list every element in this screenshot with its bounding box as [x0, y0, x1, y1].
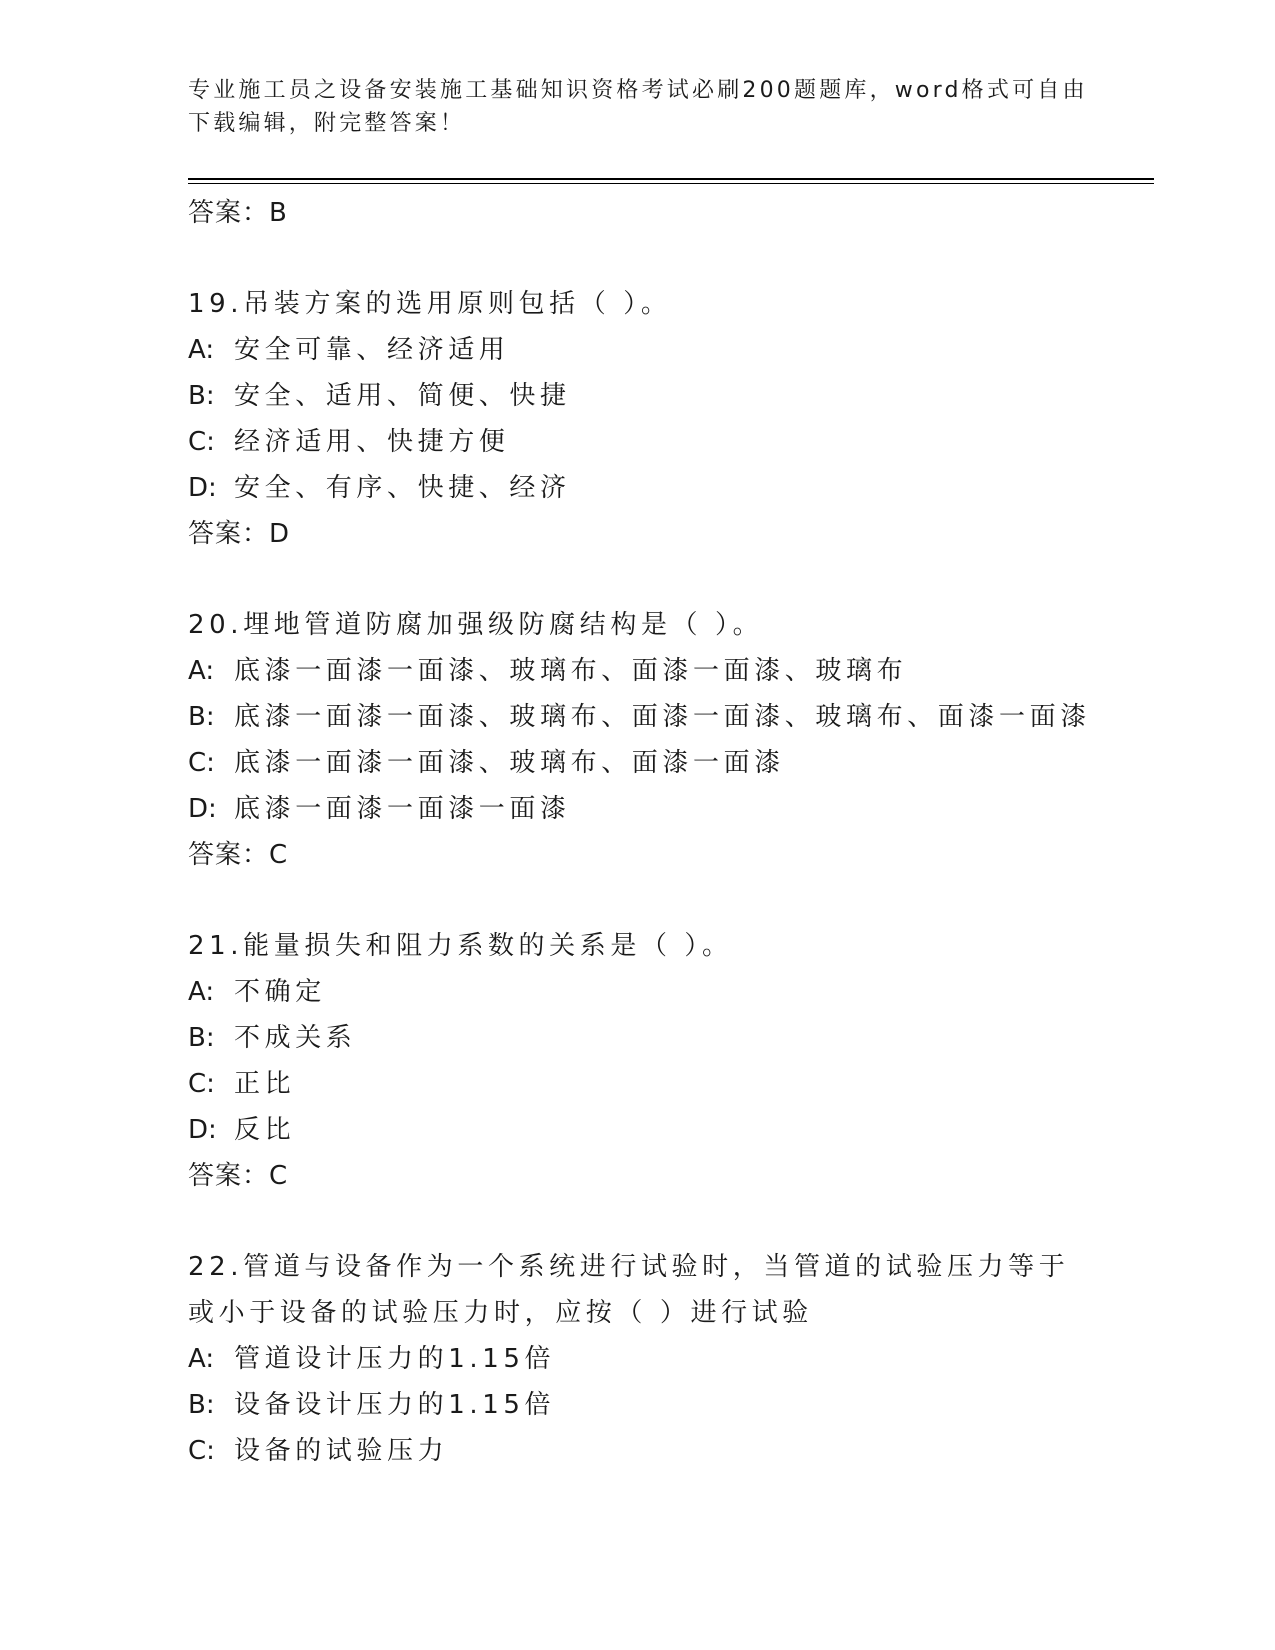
- option-c: [188, 1428, 1088, 1474]
- question-block: [188, 602, 1091, 878]
- option-text: 不确定: [234, 977, 326, 1007]
- question-block: [188, 923, 1088, 1199]
- option-d: [188, 1107, 1088, 1153]
- option-text: 底漆一面漆一面漆、玻璃布、面漆一面漆、玻璃布、面漆一面漆: [234, 702, 1091, 732]
- option-letter: C:: [188, 427, 215, 457]
- option-letter: A:: [188, 335, 215, 365]
- question-block: [188, 1244, 1088, 1474]
- option-text: 管道设计压力的1.15倍: [234, 1344, 556, 1374]
- option-a: [188, 1336, 1088, 1382]
- option-letter: A:: [188, 1344, 215, 1374]
- question-text: [188, 923, 1088, 969]
- option-text: 反比: [234, 1115, 296, 1145]
- option-c: [188, 419, 1088, 465]
- option-letter: A:: [188, 977, 215, 1007]
- question-block: [188, 281, 1088, 557]
- option-d: [188, 465, 1088, 511]
- question-stem: 管道与设备作为一个系统进行试验时，当管道的试验压力等于或小于设备的试验压力时，应按（ ）进行试验: [188, 1252, 1070, 1328]
- question-number: 22.: [188, 1252, 244, 1282]
- question-text: [188, 1244, 1088, 1336]
- option-letter: D:: [188, 473, 217, 503]
- answer-line: 答案：C: [188, 840, 289, 870]
- option-letter: D:: [188, 794, 217, 824]
- option-letter: B:: [188, 702, 215, 732]
- option-d: [188, 786, 1088, 832]
- option-text: 不成关系: [234, 1023, 357, 1053]
- option-text: 经济适用、快捷方便: [234, 427, 510, 457]
- option-letter: A:: [188, 656, 215, 686]
- answer-line: 答案：B: [188, 198, 288, 228]
- option-text: 底漆一面漆一面漆一面漆: [234, 794, 571, 824]
- option-letter: D:: [188, 1115, 217, 1145]
- option-text: 安全、适用、简便、快捷: [234, 381, 571, 411]
- question-text: [188, 281, 1088, 327]
- option-letter: C:: [188, 748, 215, 778]
- option-text: 底漆一面漆一面漆、玻璃布、面漆一面漆: [234, 748, 785, 778]
- question-number: 20.: [188, 610, 244, 640]
- option-letter: C:: [188, 1436, 215, 1466]
- option-letter: B:: [188, 381, 215, 411]
- header-rule-thin: [188, 183, 1154, 184]
- document-header: [188, 74, 1088, 140]
- header-line-1: 专业施工员之设备安装施工基础知识资格考试必刷200题题库，word格式可自由: [188, 78, 1088, 103]
- header-rule-thick: [188, 178, 1154, 180]
- option-text: 安全、有序、快捷、经济: [234, 473, 571, 503]
- answer-line: 答案：D: [188, 519, 291, 549]
- option-c: [188, 740, 1088, 786]
- question-number: 19.: [188, 289, 244, 319]
- option-b: [188, 373, 1088, 419]
- option-b: [188, 1015, 1088, 1061]
- header-line-2: 下载编辑，附完整答案！: [188, 111, 466, 136]
- question-number: 21.: [188, 931, 244, 961]
- option-c: [188, 1061, 1088, 1107]
- option-a: [188, 648, 1088, 694]
- option-text: 安全可靠、经济适用: [234, 335, 510, 365]
- option-letter: B:: [188, 1390, 215, 1420]
- question-stem: 埋地管道防腐加强级防腐结构是（ ）。: [243, 610, 764, 640]
- question-text: [188, 602, 1088, 648]
- option-b: [188, 694, 1091, 740]
- answer-line: 答案：C: [188, 1161, 289, 1191]
- option-a: [188, 327, 1088, 373]
- question-list: [188, 190, 1091, 1474]
- option-text: 正比: [234, 1069, 296, 1099]
- option-text: 设备设计压力的1.15倍: [234, 1390, 556, 1420]
- option-text: 设备的试验压力: [234, 1436, 449, 1466]
- option-letter: C:: [188, 1069, 215, 1099]
- option-letter: B:: [188, 1023, 215, 1053]
- option-b: [188, 1382, 1088, 1428]
- question-stem: 能量损失和阻力系数的关系是（ ）。: [243, 931, 733, 961]
- option-a: [188, 969, 1088, 1015]
- option-text: 底漆一面漆一面漆、玻璃布、面漆一面漆、玻璃布: [234, 656, 908, 686]
- question-stem: 吊装方案的选用原则包括（ ）。: [243, 289, 672, 319]
